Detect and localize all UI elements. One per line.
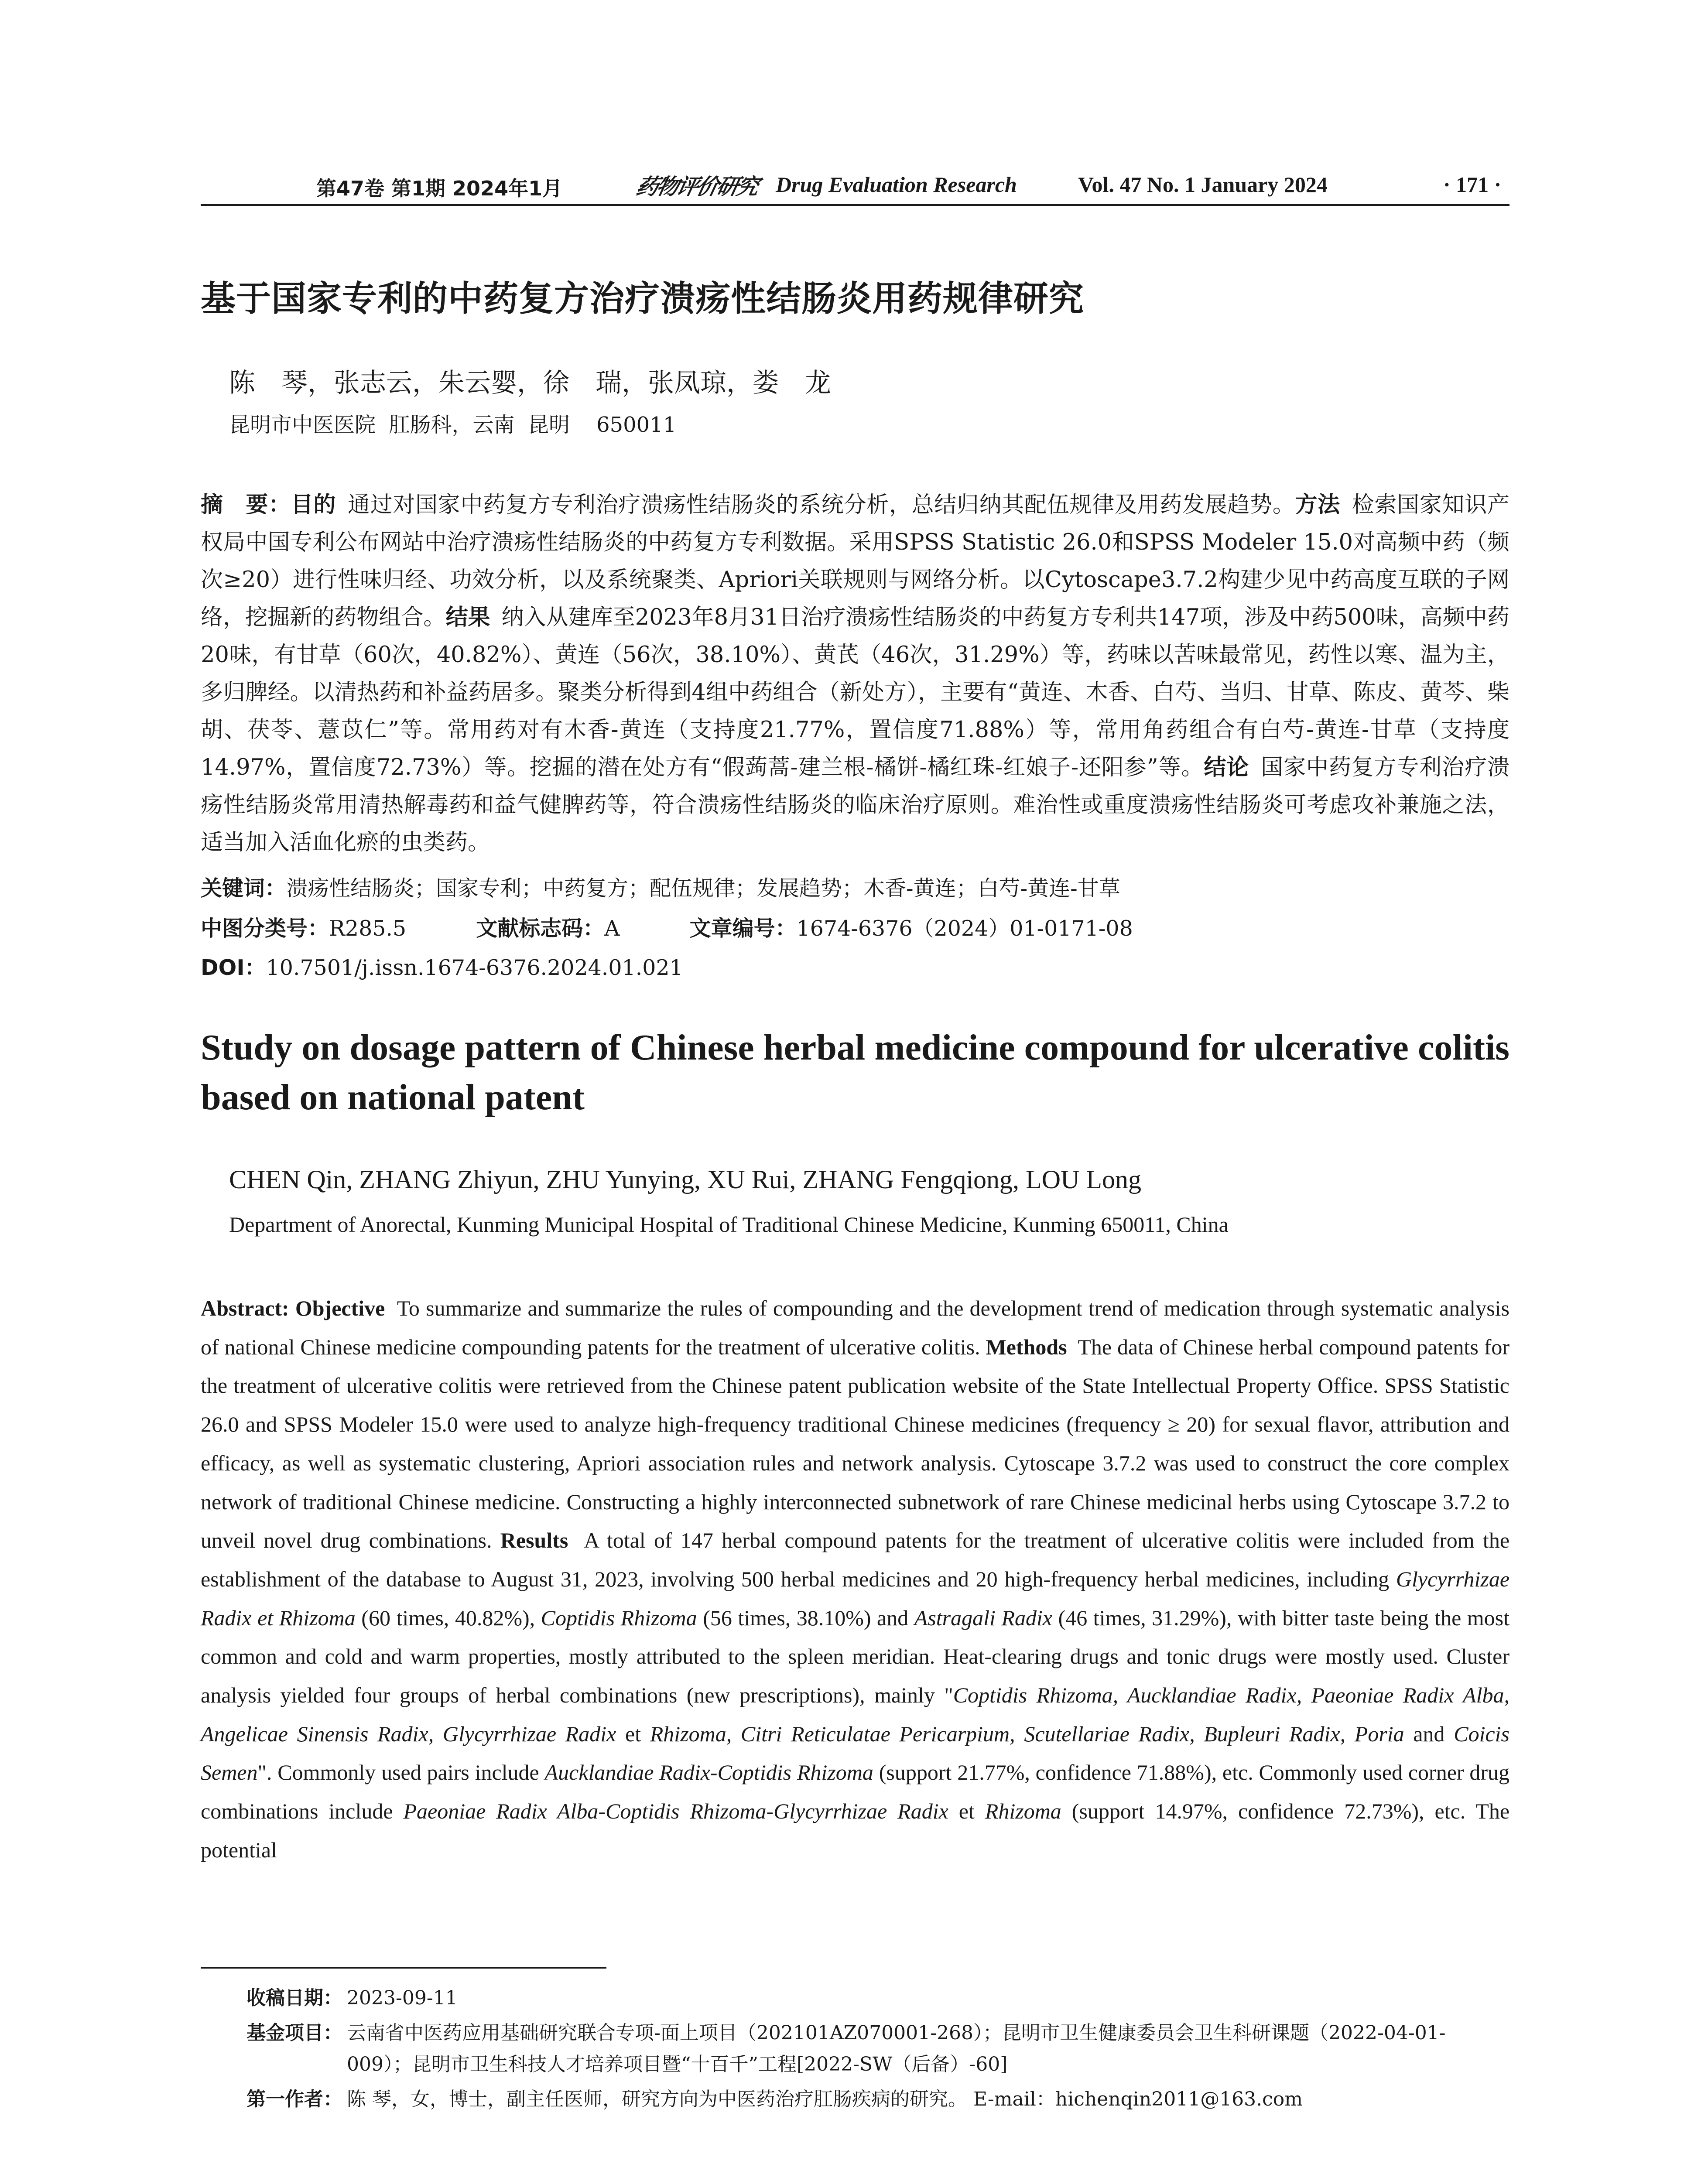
footnote-received <box>201 1983 1509 2014</box>
cn-abstract-label: 摘 要： <box>201 492 291 518</box>
en-results-text: A total of 147 herbal compound patents for the treatment of ulcerative colitis were included from the establishment of the database to August 31, 2023, involving 500 herbal medicines and 20 high-frequency herbal medicines, including <box>201 1528 1510 1591</box>
cn-results-text: 纳入从建库至2023年8月31日治疗溃疡性结肠炎的中药复方专利共147项，涉及中药500味，高频中药20味，有甘草（60次，40.82%）、黄连（56次，38.10%）、黄芪（46次，31.29%）等，药味以苦味最常见，药性以寒、温为主，多归脾经。以清热药和补益药居多。聚类分析得到4组中药组合（新处方），主要有“黄连、木香、白芍、当归、甘草、陈皮、黄芩、柴胡、茯苓、薏苡仁”等。常用药对有木香-黄连（支持度21.77%，置信度71.88%）等，常用角药组合有白芍-黄连-甘草（支持度14.97%，置信度72.73%）等。挖掘的潜在处方有“假蒟蒿-建兰根-橘饼-橘红珠-红娘子-还阳参”等。 <box>201 605 1509 780</box>
cn-methods-text: 检索国家知识产权局中国专利公布网站中治疗溃疡性结肠炎的中药复方专利数据。采用SPSS Statistic 26.0和SPSS Modeler 15.0对高频中药（频次≥20）进行性味归经、功效分析，以及系统聚类、Apriori关联规则与网络分析。以Cytoscape3.7.2构建少见中药高度互联的子网络，挖掘新的药物组合。 <box>201 492 1509 630</box>
en-affiliation: Department of Anorectal, Kunming Municipal Hospital of Traditional Chinese Medicine, Kunming 650011, China <box>229 1212 1229 1237</box>
header-volume: Vol. 47 No. 1 January 2024 <box>1078 172 1328 197</box>
cn-classification <box>201 912 1133 942</box>
running-header <box>201 168 1509 202</box>
footnote-text: 2023-09-11 <box>347 1987 458 2009</box>
footnotes <box>201 1983 1509 2119</box>
en-results-text: et <box>625 1721 641 1746</box>
herb-name: Astragali Radix <box>914 1605 1053 1630</box>
cn-methods-label: 方法 <box>1295 492 1341 518</box>
footnote-text: 陈 琴，女，博士，副主任医师，研究方向为中医药治疗肛肠疾病的研究。 E-mail：hichenqin2011@163.com <box>347 2088 1303 2110</box>
cn-doi-label: DOI： <box>201 955 266 980</box>
cn-keywords-text: 溃疡性结肠炎；国家专利；中药复方；配伍规律；发展趋势；木香-黄连；白芍-黄连-甘草 <box>286 876 1120 901</box>
cn-affiliation: 昆明市中医医院 肛肠科，云南 昆明 650011 <box>229 413 677 437</box>
en-objective-text: To summarize and summarize the rules of compounding and the development trend of medication through systematic analysis of national Chinese medicine compounding patents for the treatment of ulcerative colitis. <box>201 1296 1510 1359</box>
cn-clc: R285.5 <box>329 916 407 941</box>
cn-article-no: 1674-6376（2024）01-0171-08 <box>796 916 1133 941</box>
en-results-text: (46 times, 31.29%), with bitter taste being the most common and cold and warm properties, mostly attributed to the spleen meridian. Heat-clearing drugs and tonic drugs were mostly used. Cluster analysis yielded four groups of herbal combinations (new prescriptions), mainly " <box>201 1605 1510 1708</box>
cn-abstract <box>201 486 1509 861</box>
en-results-text: (support 14.97%, confidence 72.73%), etc. The potential <box>201 1799 1510 1862</box>
en-results-text: (support 21.77%, confidence 71.88%), etc. Commonly used corner drug combinations include <box>201 1760 1510 1824</box>
journal-logo: 药物评价研究 <box>633 174 760 199</box>
footnote-rule <box>201 1967 606 1969</box>
cn-conclusion-label: 结论 <box>1204 755 1249 780</box>
en-results-text: ". Commonly used pairs include <box>257 1760 539 1785</box>
header-page-number: · 171 · <box>1443 172 1502 197</box>
en-abstract <box>201 1289 1509 1870</box>
cn-objective-label: 目的 <box>291 492 336 518</box>
en-results-text: (60 times, 40.82%), <box>361 1605 535 1630</box>
en-results-text: et <box>958 1799 975 1824</box>
en-results-text: (56 times, 38.10%) and <box>703 1605 909 1630</box>
en-objective-label: Objective <box>295 1296 385 1320</box>
herb-name: Coptidis Rhizoma <box>541 1605 697 1630</box>
cn-keywords-label: 关键词： <box>201 876 287 901</box>
cn-doi-link[interactable]: 10.7501/j.issn.1674-6376.2024.01.021 <box>266 955 683 980</box>
en-results-label: Results <box>500 1528 568 1553</box>
herb-combination: Rhizoma <box>985 1799 1061 1824</box>
en-title: Study on dosage pattern of Chinese herbal medicine compound for ulcerative colitis based on national patent <box>201 1027 1509 1118</box>
cn-clc-label: 中图分类号： <box>201 916 329 941</box>
en-methods-text: The data of Chinese herbal compound patents for the treatment of ulcerative colitis were retrieved from the Chinese patent publication website of the State Intellectual Property Office. SPSS Statistic 26.0 and SPSS Modeler 15.0 were used to analyze high-frequency traditional Chinese medicines (frequency ≥ 20) for sexual flavor, attribution and efficacy, as well as systematic clustering, Apriori association rules and network analysis. Cytoscape 3.7.2 was used to construct the core complex network of traditional Chinese medicine. Constructing a highly interconnected subnetwork of rare Chinese medicinal herbs using Cytoscape 3.7.2 to unveil novel drug combinations. <box>201 1334 1510 1553</box>
header-rule <box>201 204 1509 206</box>
cn-authors: 陈 琴，张志云，朱云婴，徐 瑞，张凤琼，娄 龙 <box>229 368 831 398</box>
cn-results-label: 结果 <box>445 605 490 630</box>
cn-doc-code: A <box>604 916 620 941</box>
footnote-label: 第一作者： <box>246 2088 342 2110</box>
en-authors: CHEN Qin, ZHANG Zhiyun, ZHU Yunying, XU Rui, ZHANG Fengqiong, LOU Long <box>229 1165 1142 1194</box>
footnote-label: 收稿日期： <box>246 1987 342 2009</box>
header-issue-cn: 第47卷 第1期 2024年1月 <box>316 177 563 200</box>
herb-name: Glycyrrhizae Radix et Rhizoma <box>201 1566 1510 1630</box>
en-abstract-label: Abstract: <box>201 1296 289 1320</box>
en-results-text: and <box>1413 1721 1445 1746</box>
cn-keywords <box>201 872 1120 902</box>
cn-objective-text: 通过对国家中药复方专利治疗溃疡性结肠炎的系统分析，总结归纳其配伍规律及用药发展趋势。 <box>347 492 1295 518</box>
en-methods-label: Methods <box>986 1334 1067 1359</box>
cn-conclusion-text: 国家中药复方专利治疗溃疡性结肠炎常用清热解毒药和益气健脾药等，符合溃疡性结肠炎的临床治疗原则。难治性或重度溃疡性结肠炎可考虑攻补兼施之法，适当加入活血化瘀的虫类药。 <box>201 755 1509 855</box>
herb-name: Coptidis Rhizoma, Aucklandiae Radix, Paeoniae Radix Alba, Angelicae Sinensis Radix, Glycyrrhizae Radix <box>201 1683 1509 1746</box>
herb-name: Coicis Semen <box>201 1721 1510 1785</box>
cn-article-no-label: 文章编号： <box>689 916 797 941</box>
herb-pair: Aucklandiae Radix-Coptidis Rhizoma <box>544 1760 873 1785</box>
cn-doc-code-label: 文献标志码： <box>476 916 605 941</box>
cn-title: 基于国家专利的中药复方治疗溃疡性结肠炎用药规律研究 <box>201 278 1084 319</box>
footnote-first-author <box>201 2084 1509 2115</box>
herb-name: Rhizoma, Citri Reticulatae Pericarpium, Scutellariae Radix, Bupleuri Radix, Poria <box>650 1721 1404 1746</box>
herb-combination: Paeoniae Radix Alba-Coptidis Rhizoma-Glycyrrhizae Radix <box>403 1799 948 1824</box>
cn-doi <box>201 951 683 981</box>
footnote-label: 基金项目： <box>246 2022 342 2044</box>
header-journal-name: Drug Evaluation Research <box>776 172 1017 197</box>
footnote-text: 云南省中医药应用基础研究联合专项-面上项目（202101AZ070001-268）；昆明市卫生健康委员会卫生科研课题（2022-04-01-009）；昆明市卫生科技人才培养项目暨“十百千”工程[2022-SW（后备）-60] <box>347 2022 1446 2075</box>
footnote-funding <box>201 2017 1509 2080</box>
